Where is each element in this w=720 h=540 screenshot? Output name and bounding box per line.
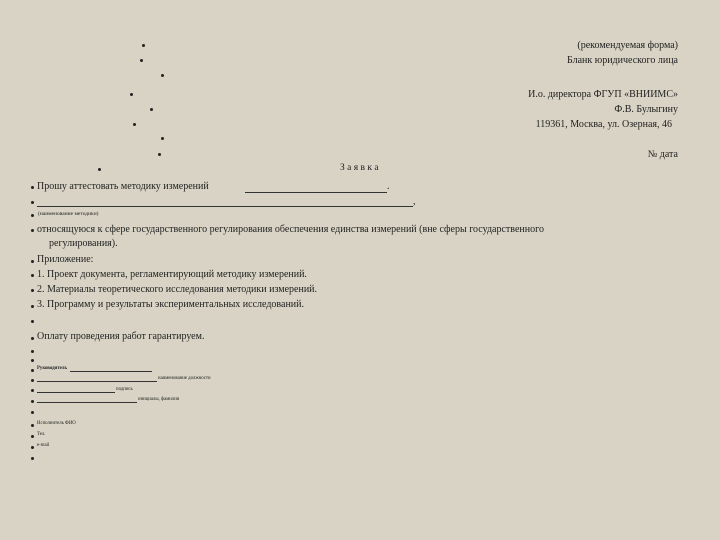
email-label: e-mail — [37, 443, 50, 448]
comma: , — [413, 196, 416, 207]
sphere-line-2: регулирования). — [49, 238, 118, 249]
method-blank-line — [245, 192, 387, 193]
bullet — [158, 153, 161, 156]
addressee-address: 119361, Москва, ул. Озерная, 46 — [535, 119, 672, 130]
signature-line — [37, 392, 115, 393]
bullet — [31, 305, 34, 308]
name-caption: инициалы, фамилия — [138, 397, 180, 402]
bullet — [31, 457, 34, 460]
bullet — [31, 214, 34, 217]
bullet — [31, 274, 34, 277]
head-signature-line — [70, 371, 152, 372]
bullet — [133, 123, 136, 126]
name-line — [37, 402, 137, 403]
bullet — [31, 320, 34, 323]
bullet — [31, 446, 34, 449]
bullet — [31, 201, 34, 204]
bullet — [31, 369, 34, 372]
head-label: Руководитель — [37, 366, 68, 371]
recommended-form-label: (рекомендуемая форма) — [577, 40, 678, 51]
bullet — [31, 229, 34, 232]
appendix-item: 2. Материалы теоретического исследования методики измерений. — [37, 284, 318, 295]
sphere-line-1: относящуюся к сфере государственного регулирования обеспечения единства измерений (вне сферы государственного — [37, 224, 544, 235]
bullet — [130, 93, 133, 96]
signature-caption: подпись — [116, 387, 133, 392]
addressee-name: Ф.В. Булыгину — [614, 104, 678, 115]
number-date-label: № дата — [647, 149, 678, 160]
bullet — [31, 350, 34, 353]
payment-guarantee: Оплату проведения работ гарантируем. — [37, 331, 205, 342]
request-line: Прошу аттестовать методику измерений — [37, 181, 209, 192]
bullet — [31, 400, 34, 403]
bullet — [31, 289, 34, 292]
bullet — [142, 44, 145, 47]
bullet — [161, 74, 164, 77]
bullet — [31, 186, 34, 189]
bullet — [31, 435, 34, 438]
document-title: З а я в к а — [340, 163, 379, 173]
appendix-item: 1. Проект документа, регламентирующий методику измерений. — [37, 269, 307, 280]
method-name-caption: (наименование методики) — [38, 211, 99, 217]
appendix-heading: Приложение: — [37, 254, 94, 265]
appendix-item: 3. Программу и результаты экспериментальных исследований. — [37, 299, 304, 310]
letterhead-label: Бланк юридического лица — [566, 55, 678, 66]
position-caption: наименование должности — [158, 376, 211, 381]
bullet — [140, 59, 143, 62]
executor-label: Исполнитель ФИО — [37, 421, 76, 426]
period: . — [387, 181, 390, 192]
bullet — [31, 260, 34, 263]
phone-label: Тел. — [37, 432, 46, 437]
bullet — [31, 379, 34, 382]
addressee-title: И.о. директора ФГУП «ВНИИМС» — [528, 89, 678, 100]
bullet — [31, 411, 34, 414]
method-name-line — [37, 206, 413, 207]
bullet — [161, 137, 164, 140]
bullet — [98, 168, 101, 171]
bullet — [150, 108, 153, 111]
bullet — [31, 424, 34, 427]
bullet — [31, 337, 34, 340]
position-line — [37, 381, 157, 382]
bullet — [31, 389, 34, 392]
bullet — [31, 359, 34, 362]
